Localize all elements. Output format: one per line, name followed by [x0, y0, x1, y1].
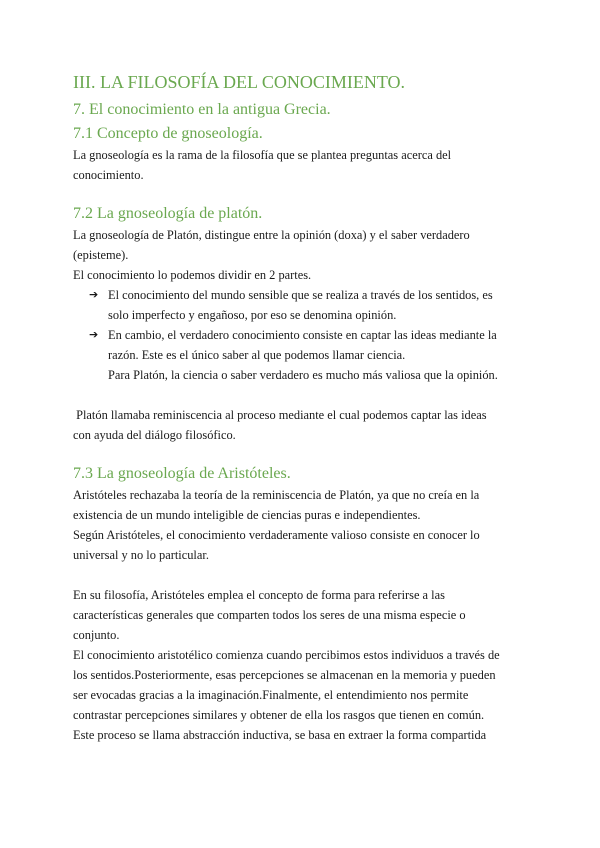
- s72-line: El conocimiento lo podemos dividir en 2 partes.: [73, 268, 312, 282]
- s73-line: universal y no lo particular.: [73, 548, 209, 562]
- section-7-3-heading: 7.3 La gnoseología de Aristóteles.: [73, 465, 291, 482]
- bullet-text: El conocimiento del mundo sensible que se realiza a través de los sentidos, es: [108, 288, 493, 302]
- arrow-icon: ➔: [89, 288, 99, 301]
- section-7-heading: 7. El conocimiento en la antigua Grecia.: [73, 101, 331, 118]
- s73-line: existencia de un mundo inteligible de ciencias puras e independientes.: [73, 508, 421, 522]
- s73-line: Según Aristóteles, el conocimiento verdaderamente valioso consiste en conocer lo: [73, 528, 480, 542]
- s73-line: ser evocadas gracias a la imaginación.Finalmente, el entendimiento nos permite: [73, 688, 469, 702]
- document-page: [73, 70, 533, 745]
- s72-line: La gnoseología de Platón, distingue entre la opinión (doxa) y el saber verdadero: [73, 228, 470, 242]
- bullet-text: En cambio, el verdadero conocimiento consiste en captar las ideas mediante la: [108, 328, 497, 342]
- arrow-icon: ➔: [89, 328, 99, 341]
- bullet-continuation: razón. Este es el único saber al que podemos llamar ciencia.: [108, 348, 406, 362]
- s72-line: (episteme).: [73, 248, 129, 262]
- s73-line: los sentidos.Posteriormente, esas percepciones se almacenan en la memoria y pueden: [73, 668, 496, 682]
- chapter-title: III. LA FILOSOFÍA DEL CONOCIMIENTO.: [73, 72, 405, 92]
- s72-line: con ayuda del diálogo filosófico.: [73, 428, 236, 442]
- bullet-continuation: Para Platón, la ciencia o saber verdadero es mucho más valiosa que la opinión.: [108, 368, 498, 382]
- s73-line: Este proceso se llama abstracción inductiva, se basa en extraer la forma compartida: [73, 728, 487, 742]
- s73-line: Aristóteles rechazaba la teoría de la reminiscencia de Platón, ya que no creía en la: [73, 488, 480, 502]
- s71-line: conocimiento.: [73, 168, 144, 182]
- section-7-1-heading: 7.1 Concepto de gnoseología.: [73, 125, 263, 142]
- s73-line: conjunto.: [73, 628, 120, 642]
- s73-line: El conocimiento aristotélico comienza cuando percibimos estos individuos a través de: [73, 648, 500, 662]
- s73-line: características generales que comparten todos los seres de una misma especie o: [73, 608, 466, 622]
- s73-line: En su filosofía, Aristóteles emplea el concepto de forma para referirse a las: [73, 588, 445, 602]
- s71-line: La gnoseología es la rama de la filosofía que se plantea preguntas acerca del: [73, 148, 452, 162]
- section-7-2-heading: 7.2 La gnoseología de platón.: [73, 205, 263, 222]
- bullet-item: [73, 285, 533, 305]
- s73-line: contrastar percepciones similares y obtener de ella los rasgos que tienen en común.: [73, 708, 485, 722]
- s72-line: Platón llamaba reminiscencia al proceso mediante el cual podemos captar las ideas: [73, 408, 487, 422]
- bullet-continuation: solo imperfecto y engañoso, por eso se denomina opinión.: [108, 308, 397, 322]
- bullet-item: [73, 325, 533, 345]
